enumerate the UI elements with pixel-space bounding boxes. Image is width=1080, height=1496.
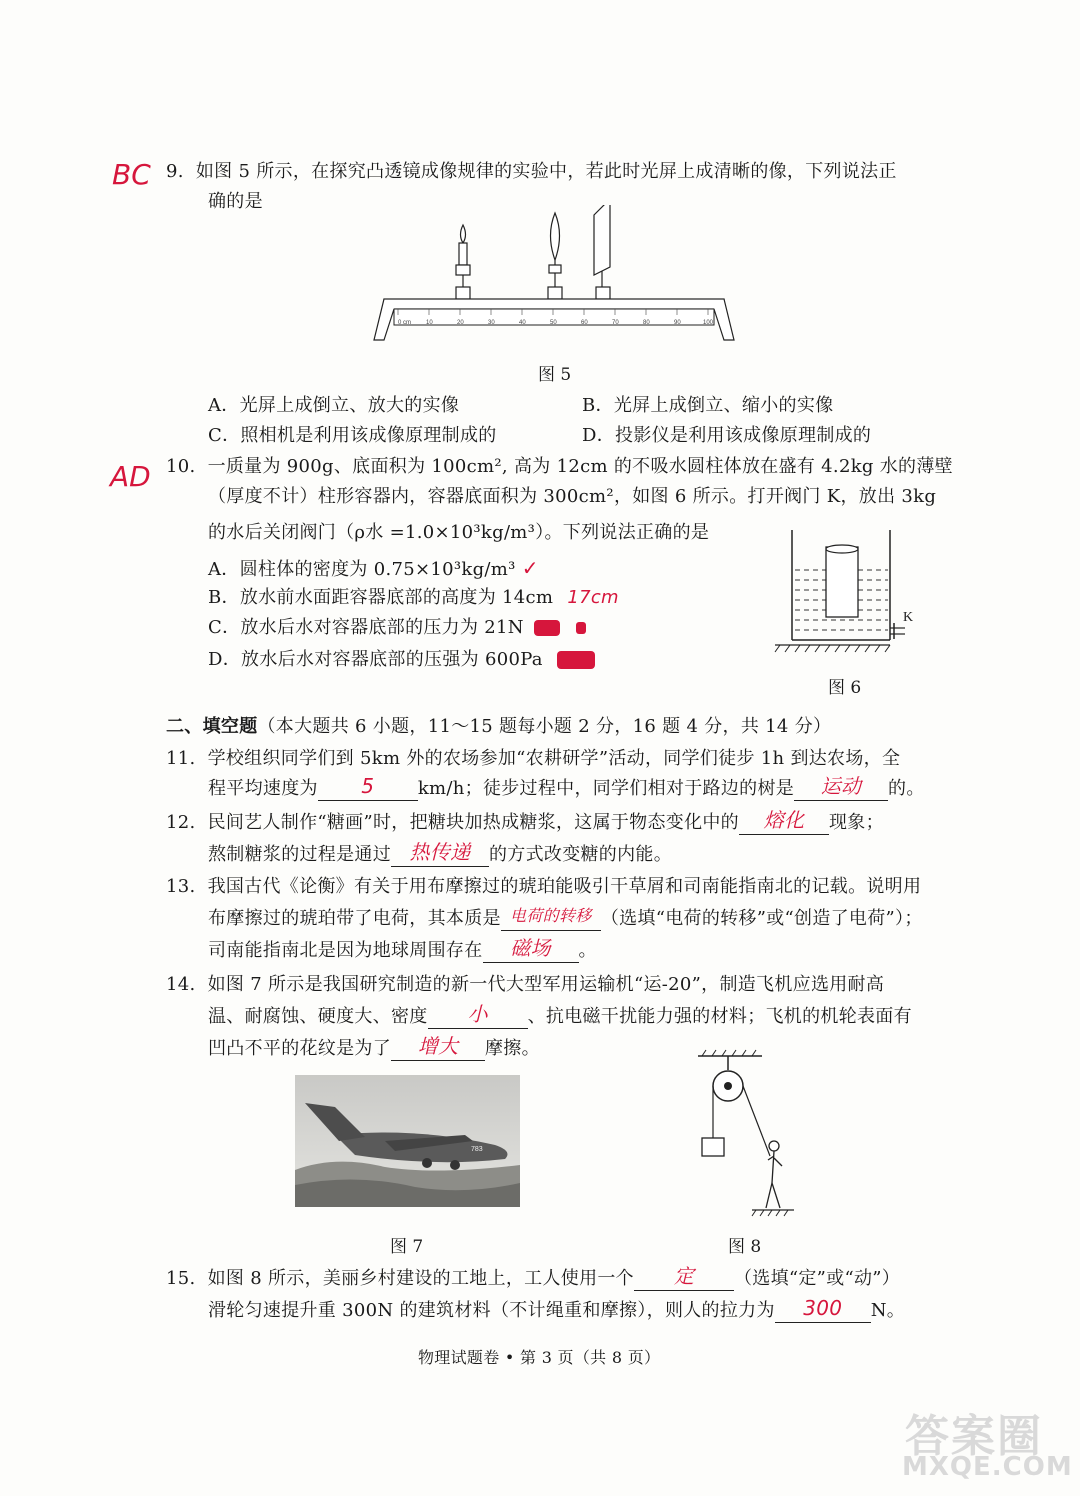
question-text: 一质量为 900g、底面积为 100cm², 高为 12cm 的不吸水圆柱体放在盛有 4.2kg 水的薄壁 — [207, 456, 953, 477]
option-b-text: B．放水前水面距容器底部的高度为 14cm — [208, 587, 554, 608]
answer-blank[interactable] — [428, 1002, 528, 1029]
scale-tick-label: 0 cm — [398, 320, 412, 326]
question-text: 凹凸不平的花纹是为了 — [208, 1038, 391, 1059]
question-text: 如图 5 所示，在探究凸透镜成像规律的实验中，若此时光屏上成清晰的像，下列说法正 — [195, 161, 897, 182]
question-text: 民间艺人制作“糖画”时，把糖块加热成糖浆，这属于物态变化中的 — [207, 812, 739, 833]
page-footer: 物理试题卷 • 第 3 页（共 8 页） — [418, 1348, 661, 1367]
question-14-line2 — [208, 1002, 912, 1029]
answer-blank[interactable] — [483, 936, 579, 963]
option-b — [208, 586, 619, 610]
scale-tick-label: 30 — [488, 320, 495, 326]
transport-plane-photo — [295, 1075, 520, 1207]
section-title: 二、填空题 — [166, 716, 258, 737]
question-text: 我国古代《论衡》有关于用布摩擦过的琥珀能吸引干草屑和司南能指南北的记载。说明用 — [207, 876, 922, 897]
question-number: 9. — [166, 161, 184, 182]
question-15-line2 — [208, 1296, 906, 1323]
handwritten-answer: 运动 — [820, 774, 862, 798]
answer-blank[interactable] — [775, 1296, 871, 1323]
scale-tick-label: 10 — [426, 320, 433, 326]
question-text: 熬制糖浆的过程是通过 — [208, 844, 391, 865]
question-number: 12. — [166, 812, 196, 833]
scale-tick-label: 20 — [457, 320, 464, 326]
handwritten-checkmark: ✓ — [521, 556, 539, 580]
answer-blank[interactable] — [391, 1034, 485, 1061]
answer-blank[interactable] — [501, 908, 601, 931]
valve-label: K — [903, 610, 914, 625]
question-text: （选填“定”或“动”） — [733, 1268, 901, 1289]
question-10-line3: 的水后关闭阀门（ρ水 =1.0×10³kg/m³）。下列说法正确的是 — [208, 522, 710, 543]
figure-6-caption: 图 6 — [828, 678, 862, 698]
option-b: B．光屏上成倒立、缩小的实像 — [582, 395, 834, 416]
handwritten-answer: 磁场 — [510, 936, 551, 960]
watermark-url: MXQE.COM — [902, 1452, 1073, 1482]
question-10-line1 — [166, 455, 953, 479]
question-11-line1 — [166, 747, 900, 771]
question-13-line2 — [208, 907, 923, 931]
figure-5-caption: 图 5 — [538, 365, 572, 385]
section-heading — [166, 715, 831, 739]
scale-tick-label: 50 — [550, 320, 557, 326]
question-text: （选填“电荷的转移”或“创造了电荷”）； — [600, 908, 923, 929]
question-15-line1 — [166, 1264, 901, 1291]
question-number: 13. — [166, 876, 196, 897]
question-text: 。 — [578, 940, 597, 961]
handwritten-scribble — [576, 622, 586, 634]
handwritten-answer-q9: BC — [112, 158, 151, 191]
convex-lens-icon — [548, 213, 562, 299]
question-9-line1 — [166, 160, 897, 184]
question-text: 司南能指南北是因为地球周围存在 — [208, 940, 483, 961]
scale-tick-label: 90 — [674, 320, 681, 326]
candle-icon — [456, 225, 470, 299]
pulley-figure — [690, 1048, 800, 1223]
answer-blank[interactable] — [318, 774, 418, 801]
question-13-line3 — [208, 936, 597, 963]
question-9-line2: 确的是 — [208, 191, 263, 212]
handwritten-answer: 电荷的转移 — [510, 906, 592, 925]
question-12-line1 — [166, 808, 884, 835]
watermark-logo: 答案圈 — [905, 1411, 1043, 1462]
question-text: 学校组织同学们到 5km 外的农场参加“农耕研学”活动，同学们徒步 1h 到达农场，全 — [207, 748, 901, 769]
question-number: 14. — [166, 974, 196, 995]
question-text: 摩擦。 — [485, 1038, 540, 1059]
scale-tick-label: 70 — [612, 320, 619, 326]
question-text: 的方式改变糖的内能。 — [489, 844, 672, 865]
option-d — [208, 648, 595, 672]
question-number: 11. — [166, 748, 196, 769]
handwritten-note: 17cm — [567, 587, 619, 608]
scale-tick-label: 40 — [519, 320, 526, 326]
question-number: 15. — [166, 1268, 196, 1289]
question-12-line2 — [208, 840, 672, 867]
question-text: 如图 8 所示，美丽乡村建设的工地上，工人使用一个 — [207, 1268, 634, 1289]
question-text: N。 — [870, 1300, 906, 1321]
question-text: 如图 7 所示是我国研究制造的新一代大型军用运输机“运-20”，制造飞机应选用耐高 — [207, 974, 885, 995]
handwritten-answer: 5 — [361, 774, 375, 798]
question-text: 温、耐腐蚀、硬度大、密度 — [208, 1006, 428, 1027]
question-text: 的。 — [888, 778, 925, 799]
option-c: C．照相机是利用该成像原理制成的 — [208, 425, 497, 446]
figure-8-caption: 图 8 — [728, 1237, 762, 1257]
scale-tick-label: 80 — [643, 320, 650, 326]
container-figure — [770, 525, 920, 655]
option-c — [208, 616, 586, 640]
handwritten-answer-q10: AD — [110, 460, 151, 493]
question-text: 程平均速度为 — [208, 778, 318, 799]
handwritten-answer: 熔化 — [763, 808, 805, 832]
option-a: A．光屏上成倒立、放大的实像 — [208, 395, 460, 416]
handwritten-answer: 增大 — [417, 1034, 459, 1058]
light-screen-icon — [594, 205, 610, 299]
question-14-line1 — [166, 973, 884, 997]
handwritten-answer: 小 — [467, 1002, 488, 1026]
option-a-text: A．圆柱体的密度为 0.75×10³kg/m³ — [208, 559, 516, 580]
answer-blank[interactable] — [391, 840, 489, 867]
option-a — [208, 556, 539, 582]
section-description: （本大题共 6 小题，11～15 题每小题 2 分，16 题 4 分，共 14 分） — [257, 716, 832, 737]
question-13-line1 — [166, 875, 921, 899]
option-c-text: C．放水后水对容器底部的压力为 21N — [208, 617, 524, 638]
handwritten-scribble — [534, 620, 560, 636]
question-14-line3 — [208, 1034, 540, 1061]
question-text: 滑轮匀速提升重 300N 的建筑材料（不计绳重和摩擦），则人的拉力为 — [208, 1300, 775, 1321]
question-text: km/h；徒步过程中，同学们相对于路边的树是 — [417, 778, 795, 799]
answer-blank[interactable] — [794, 774, 888, 801]
question-text: 、抗电磁干扰能力强的材料；飞机的机轮表面有 — [527, 1006, 912, 1027]
plane-number: 783 — [471, 1146, 483, 1153]
answer-blank[interactable] — [634, 1264, 734, 1291]
question-text: 现象； — [828, 812, 884, 833]
question-text: 布摩擦过的琥珀带了电荷，其本质是 — [208, 908, 501, 929]
option-d: D．投影仪是利用该成像原理制成的 — [582, 425, 872, 446]
answer-blank[interactable] — [739, 808, 829, 835]
handwritten-answer: 定 — [673, 1264, 695, 1288]
handwritten-scribble — [557, 651, 595, 669]
scale-tick-label: 100 — [703, 320, 714, 326]
question-10-line2: （厚度不计）柱形容器内，容器底面积为 300cm²，如图 6 所示。打开阀门 K，放出 3kg — [208, 486, 937, 507]
question-number: 10. — [166, 456, 196, 477]
handwritten-answer: 300 — [803, 1296, 843, 1320]
scale-tick-label: 60 — [581, 320, 588, 326]
optical-bench-figure — [370, 205, 740, 345]
figure-7-caption: 图 7 — [390, 1237, 424, 1257]
handwritten-answer: 热传递 — [409, 840, 471, 864]
option-d-text: D．放水后水对容器底部的压强为 600Pa — [208, 649, 543, 670]
question-11-line2 — [208, 774, 925, 801]
building-material-block — [702, 1138, 724, 1156]
